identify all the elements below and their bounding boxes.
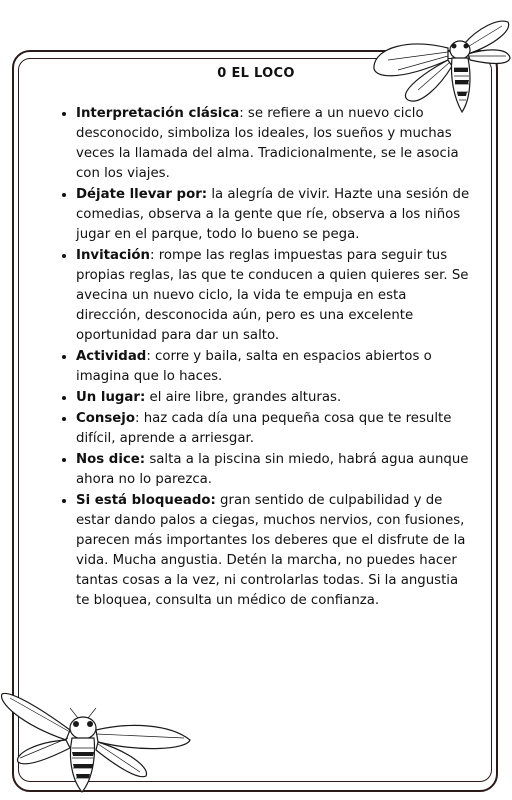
list-item xyxy=(76,387,474,408)
list-item xyxy=(76,408,474,449)
item-text: salta a la piscina sin miedo, habrá agua aunque ahora no lo parezca. xyxy=(76,452,469,487)
item-term: Interpretación clásica xyxy=(76,106,240,121)
item-text: la alegría de vivir. Hazte una sesión de comedias, observa a la gente que ríe, observa a los niños jugar en el parque, todo lo bueno se pega. xyxy=(76,187,470,242)
item-term: Consejo xyxy=(76,411,135,426)
cicada-icon xyxy=(368,8,512,126)
item-term: Invitación xyxy=(76,248,151,263)
cicada-icon xyxy=(0,668,196,796)
item-text: rompe las reglas impuestas para seguir tus propias reglas, las que te conducen a quien quieres ser. Se avecina un nuevo ciclo, la vida te empuja en esta dirección, desconocida aún, pero es una excelente oportunidad para dar un salto. xyxy=(76,248,469,343)
description-list xyxy=(57,103,474,611)
item-term: Nos dice: xyxy=(76,452,146,467)
item-sep: : xyxy=(146,349,151,364)
page-title: 0 EL LOCO xyxy=(217,66,295,81)
item-sep: : xyxy=(239,106,244,121)
item-term: Actividad xyxy=(76,349,147,364)
item-term: Un lugar: xyxy=(76,390,146,405)
item-term: Déjate llevar por: xyxy=(76,187,208,202)
item-text: se refiere a un nuevo ciclo desconocido, simboliza los ideales, los sueños y muchas veces la llamada del alma. Tradicionalmente, se le asocia con los viajes. xyxy=(76,106,459,181)
list-item xyxy=(76,184,474,245)
list-item xyxy=(76,449,474,490)
item-text: gran sentido de culpabilidad y de estar dando palos a ciegas, muchos nervios, con fusiones, parecen más importantes los deberes que el disfrute de la vida. Mucha angustia. Detén la marcha, no puedes hacer tantas cosas a la vez, ni controlarlas todas. Si la angustia te bloquea, consulta un médico de confianza. xyxy=(76,493,466,608)
item-sep: : xyxy=(135,411,140,426)
list-item xyxy=(76,346,474,387)
list-item xyxy=(76,490,474,611)
list-item xyxy=(76,245,474,346)
item-text: el aire libre, grandes alturas. xyxy=(145,390,342,405)
item-term: Si está bloqueado: xyxy=(76,493,216,508)
item-text: corre y baila, salta en espacios abiertos o imagina que lo haces. xyxy=(76,349,432,384)
item-text: haz cada día una pequeña cosa que te resulte difícil, aprende a arriesgar. xyxy=(76,411,452,446)
item-sep: : xyxy=(150,248,155,263)
